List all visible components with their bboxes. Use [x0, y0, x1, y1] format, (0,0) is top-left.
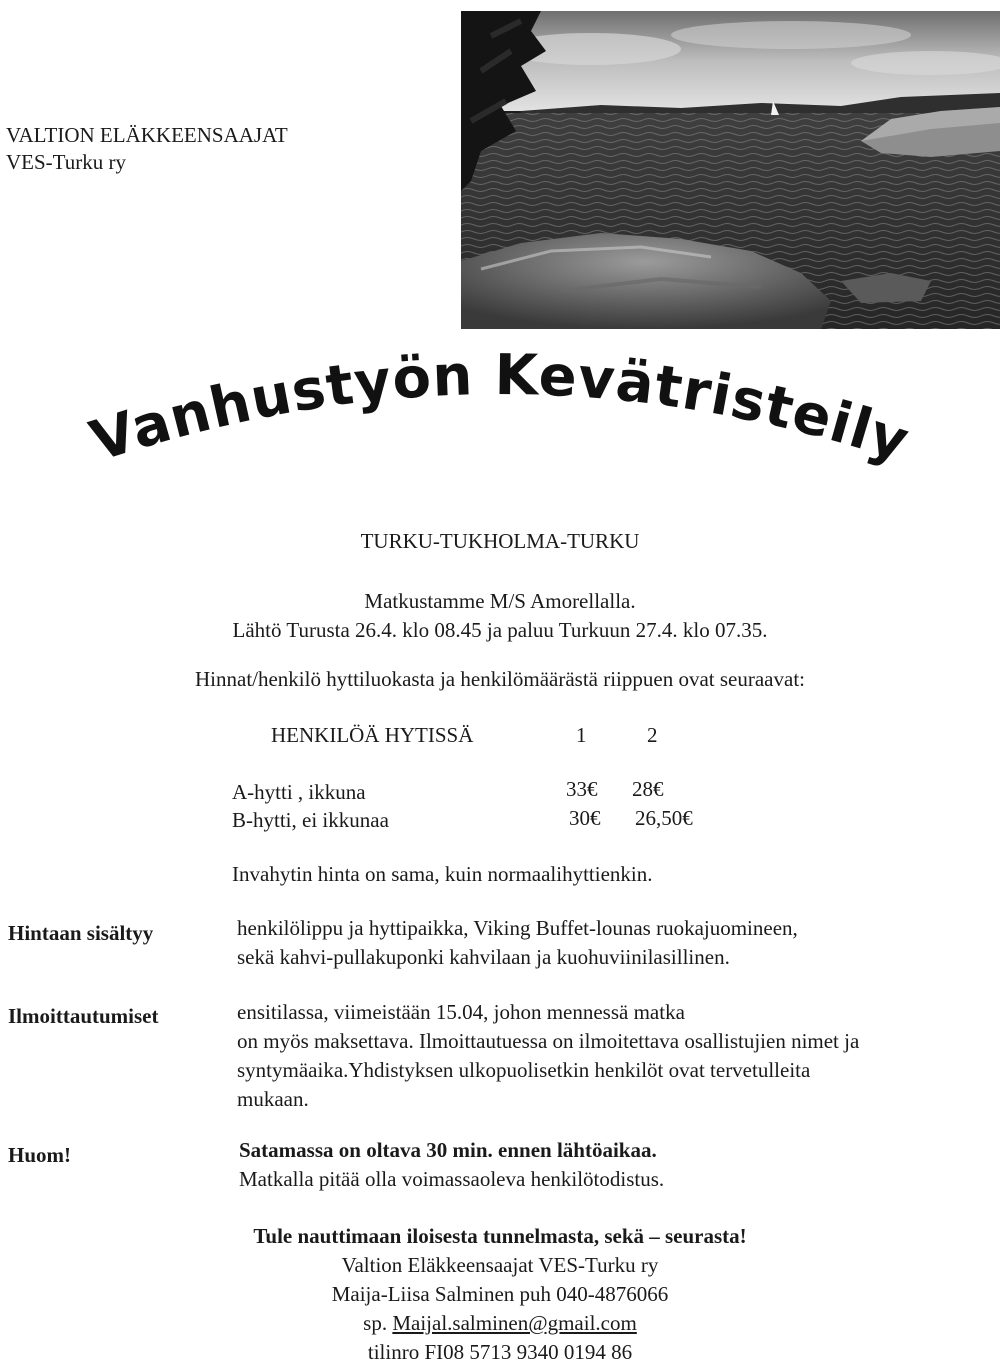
- price-table-header-label: HENKILÖÄ HYTISSÄ: [271, 723, 474, 747]
- included-line-1: henkilölippu ja hyttipaikka, Viking Buffet-lounas ruokajuomineen,: [237, 916, 798, 940]
- price-table-col-2: 2: [647, 723, 658, 747]
- registration-label: Ilmoittautumiset: [8, 1004, 159, 1028]
- included-line-2: sekä kahvi-pullakuponki kahvilaan ja kuohuviinilasillinen.: [237, 945, 730, 969]
- organization-name: VALTION ELÄKKEENSAAJAT: [6, 123, 288, 147]
- cabin-b-price-1: 30€: [569, 806, 601, 830]
- footer-email-link[interactable]: Maijal.salminen@gmail.com: [392, 1311, 637, 1335]
- footer: [0, 1222, 1000, 1367]
- note-line-2: Matkalla pitää olla voimassaoleva henkilötodistus.: [239, 1167, 665, 1191]
- invalid-cabin-note: Invahytin hinta on sama, kuin normaalihyttienkin.: [232, 862, 653, 886]
- footer-email-line: [0, 1309, 1000, 1338]
- footer-contact: Maija-Liisa Salminen puh 040-4876066: [331, 1282, 669, 1306]
- registration-line-4: mukaan.: [237, 1087, 309, 1111]
- cabin-b-price-2: 26,50€: [635, 806, 693, 830]
- registration-line-1: ensitilassa, viimeistään 15.04, johon mennessä matka: [237, 1000, 685, 1024]
- registration-text: [237, 998, 977, 1114]
- footer-slogan: Tule nauttimaan iloisesta tunnelmasta, sekä – seurasta!: [253, 1224, 747, 1248]
- travel-info: [0, 587, 1000, 645]
- ship-line: Matkustamme M/S Amorellalla.: [364, 589, 636, 613]
- footer-org: Valtion Eläkkeensaajat VES-Turku ry: [341, 1253, 659, 1277]
- registration-line-2: on myös maksettava. Ilmoittautuessa on ilmoitettava osallistujien nimet ja: [237, 1029, 860, 1053]
- included-label: Hintaan sisältyy: [8, 921, 154, 945]
- note-line-1: Satamassa on oltava 30 min. ennen lähtöaikaa.: [239, 1138, 657, 1162]
- svg-text:Vanhustyön Kevätristeily: [83, 350, 917, 475]
- cabin-a-label: A-hytti , ikkuna: [232, 780, 366, 804]
- included-text: [237, 914, 977, 972]
- prices-intro: Hinnat/henkilö hyttiluokasta ja henkilömäärästä riippuen ovat seuraavat:: [195, 667, 805, 691]
- organization-header: [6, 122, 288, 176]
- title-heading: [60, 350, 940, 490]
- cabin-a-price-1: 33€: [566, 777, 598, 801]
- organization-branch: VES-Turku ry: [6, 150, 126, 174]
- footer-email-prefix: sp.: [363, 1311, 388, 1335]
- title-text: Vanhustyön Kevätristeily: [83, 350, 917, 475]
- note-label: Huom!: [8, 1143, 71, 1167]
- price-table-col-1: 1: [576, 723, 587, 747]
- schedule-line: Lähtö Turusta 26.4. klo 08.45 ja paluu Turkuun 27.4. klo 07.35.: [232, 618, 768, 642]
- cabin-b-label: B-hytti, ei ikkunaa: [232, 808, 389, 832]
- route: TURKU-TUKHOLMA-TURKU: [360, 529, 640, 553]
- archipelago-photo: [461, 11, 1000, 329]
- note-text: [239, 1136, 979, 1194]
- footer-account: tilinro FI08 5713 9340 0194 86: [367, 1340, 633, 1364]
- registration-line-3: syntymäaika.Yhdistyksen ulkopuolisetkin henkilöt ovat tervetulleita: [237, 1058, 811, 1082]
- cabin-a-price-2: 28€: [632, 777, 664, 801]
